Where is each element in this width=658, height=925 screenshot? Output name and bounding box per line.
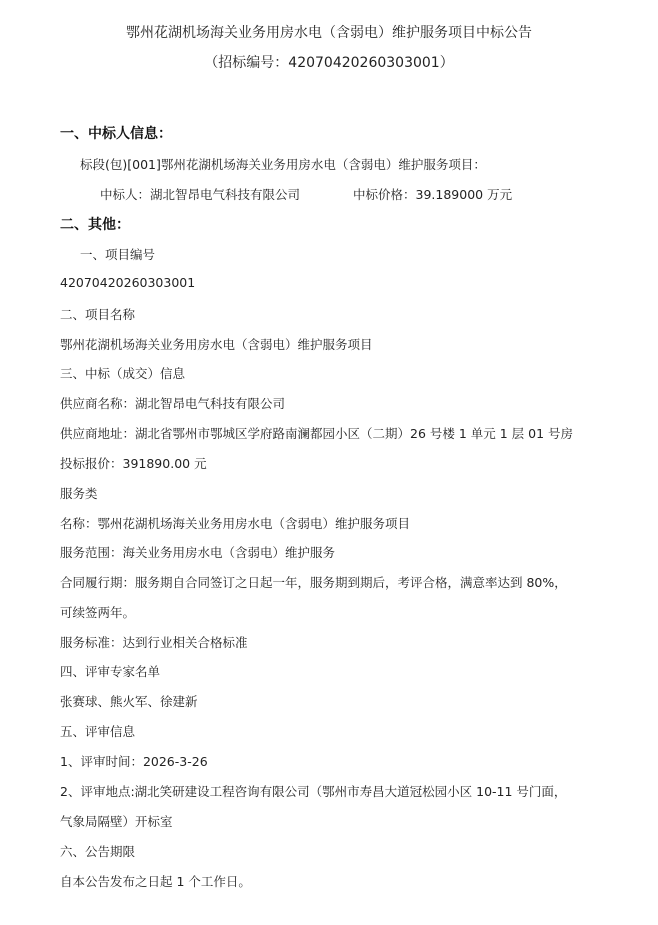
service-scope: 服务范围：海关业务用房水电（含弱电）维护服务: [60, 545, 336, 560]
project-name-heading: 二、项目名称: [60, 307, 136, 322]
notice-period-value: 自本公告发布之日起 1 个工作日。: [60, 874, 251, 889]
project-number-heading: 一、项目编号: [80, 247, 156, 262]
section-heading-winner: 一、中标人信息：: [60, 126, 172, 142]
experts-list: 张赛球、熊火军、徐建新: [60, 694, 198, 709]
project-number-value: 42070420260303001: [60, 275, 196, 290]
contract-period-line1: 合同履行期：服务期自合同签订之日起一年，服务期到期后，考评合格，满意率达到 80%，: [60, 575, 567, 590]
winner-price: 中标价格：39.189000 万元: [353, 187, 513, 202]
service-name: 名称：鄂州花湖机场海关业务用房水电（含弱电）维护服务项目: [60, 516, 411, 531]
supplier-address: 供应商地址：湖北省鄂州市鄂城区学府路南澜都园小区（二期）26 号楼 1 单元 1 层 01 号房: [60, 426, 574, 441]
review-time: 1、评审时间：2026-3-26: [60, 754, 208, 769]
review-location-line1: 2、评审地点:湖北笑研建设工程咨询有限公司（鄂州市寿昌大道冠松园小区 10-11 号门面，: [60, 784, 567, 799]
contract-period-line2: 可续签两年。: [60, 605, 136, 620]
bid-price: 投标报价：391890.00 元: [60, 456, 207, 471]
section-heading-other: 二、其他：: [60, 217, 130, 233]
lot-line: 标段(包)[001]鄂州花湖机场海关业务用房水电（含弱电）维护服务项目：: [80, 157, 486, 172]
service-category: 服务类: [60, 486, 98, 501]
experts-heading: 四、评审专家名单: [60, 664, 161, 679]
page-title: 鄂州花湖机场海关业务用房水电（含弱电）维护服务项目中标公告: [126, 25, 532, 41]
supplier-name: 供应商名称：湖北智昂电气科技有限公司: [60, 396, 286, 411]
service-standard: 服务标准：达到行业相关合格标准: [60, 635, 248, 650]
winner-name: 中标人：湖北智昂电气科技有限公司: [100, 187, 301, 202]
award-info-heading: 三、中标（成交）信息: [60, 366, 186, 381]
bid-number: （招标编号：42070420260303001）: [204, 55, 454, 71]
project-name-value: 鄂州花湖机场海关业务用房水电（含弱电）维护服务项目: [60, 337, 373, 352]
review-location-line2: 气象局隔壁）开标室: [60, 814, 173, 829]
review-info-heading: 五、评审信息: [60, 724, 136, 739]
notice-period-heading: 六、公告期限: [60, 844, 136, 859]
